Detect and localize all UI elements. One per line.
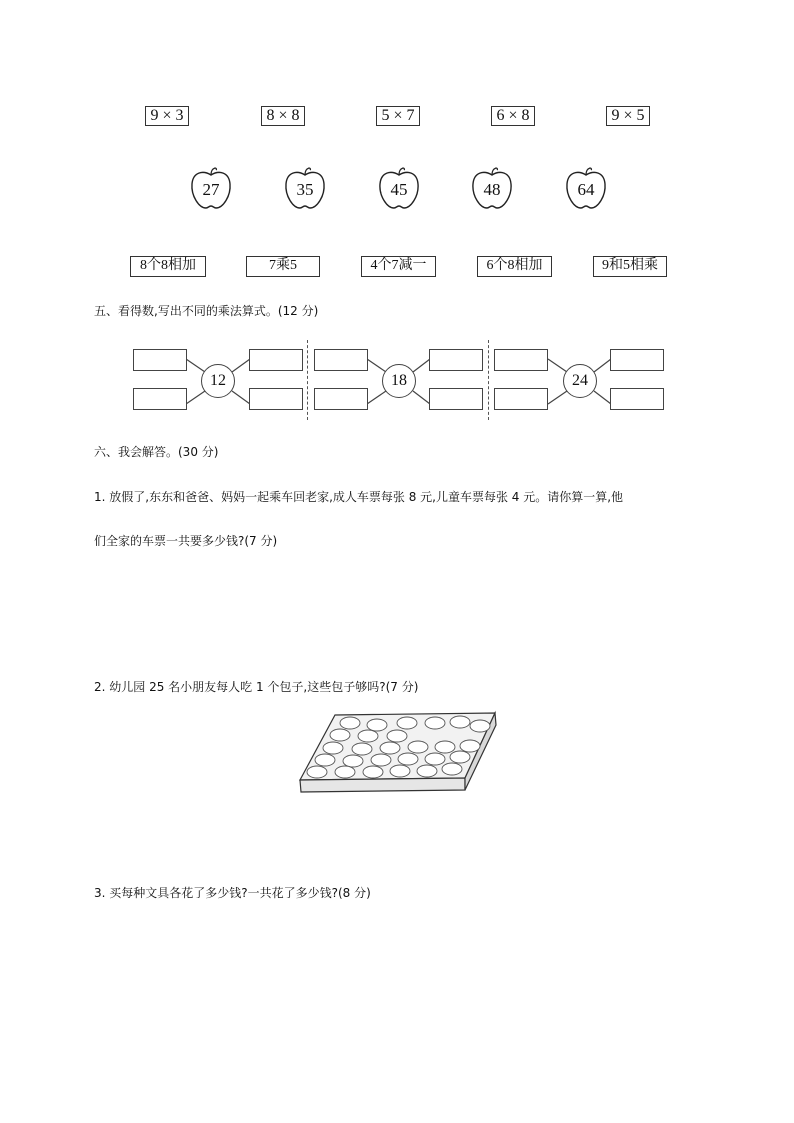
question-3: 3. 买每种文具各花了多少钱?一共花了多少钱?(8 分) [94,886,371,900]
answer-blank[interactable] [610,388,664,410]
expression-box: 9 × 5 [606,106,650,126]
description-box: 4个7减一 [361,256,436,277]
answer-blank[interactable] [249,388,303,410]
apple-number: 48 [483,180,501,199]
apple-number: 45 [390,180,408,199]
answer-blank[interactable] [494,388,548,410]
expression-box: 5 × 7 [376,106,420,126]
description-box: 6个8相加 [477,256,552,277]
answer-blank[interactable] [314,388,368,410]
answer-blank[interactable] [133,349,187,371]
answer-blank[interactable] [249,349,303,371]
target-number: 18 [382,364,416,398]
description-box: 9和5相乘 [593,256,667,277]
description-box: 7乘5 [246,256,320,277]
answer-blank[interactable] [610,349,664,371]
dashed-divider [488,340,489,420]
target-number: 24 [563,364,597,398]
target-number: 12 [201,364,235,398]
section-6-heading: 六、我会解答。(30 分) [94,445,219,459]
question-2: 2. 幼儿园 25 名小朋友每人吃 1 个包子,这些包子够吗?(7 分) [94,680,419,694]
bun-tray-illustration [295,710,500,798]
expression-box: 9 × 3 [145,106,189,126]
expression-box: 6 × 8 [491,106,535,126]
apple-number: 27 [202,180,220,199]
question-1-line-2: 们全家的车票一共要多少钱?(7 分) [94,534,278,548]
answer-blank[interactable] [494,349,548,371]
apple-number: 64 [577,180,595,199]
answer-blank[interactable] [133,388,187,410]
apple-number: 35 [296,180,314,199]
answer-blank[interactable] [314,349,368,371]
answer-blank[interactable] [429,349,483,371]
dashed-divider [307,340,308,420]
section-5-heading: 五、看得数,写出不同的乘法算式。(12 分) [94,304,319,318]
answer-blank[interactable] [429,388,483,410]
question-1-line-1: 1. 放假了,东东和爸爸、妈妈一起乘车回老家,成人车票每张 8 元,儿童车票每张 4 元。请你算一算,他 [94,490,624,504]
description-box: 8个8相加 [130,256,206,277]
expression-box: 8 × 8 [261,106,305,126]
